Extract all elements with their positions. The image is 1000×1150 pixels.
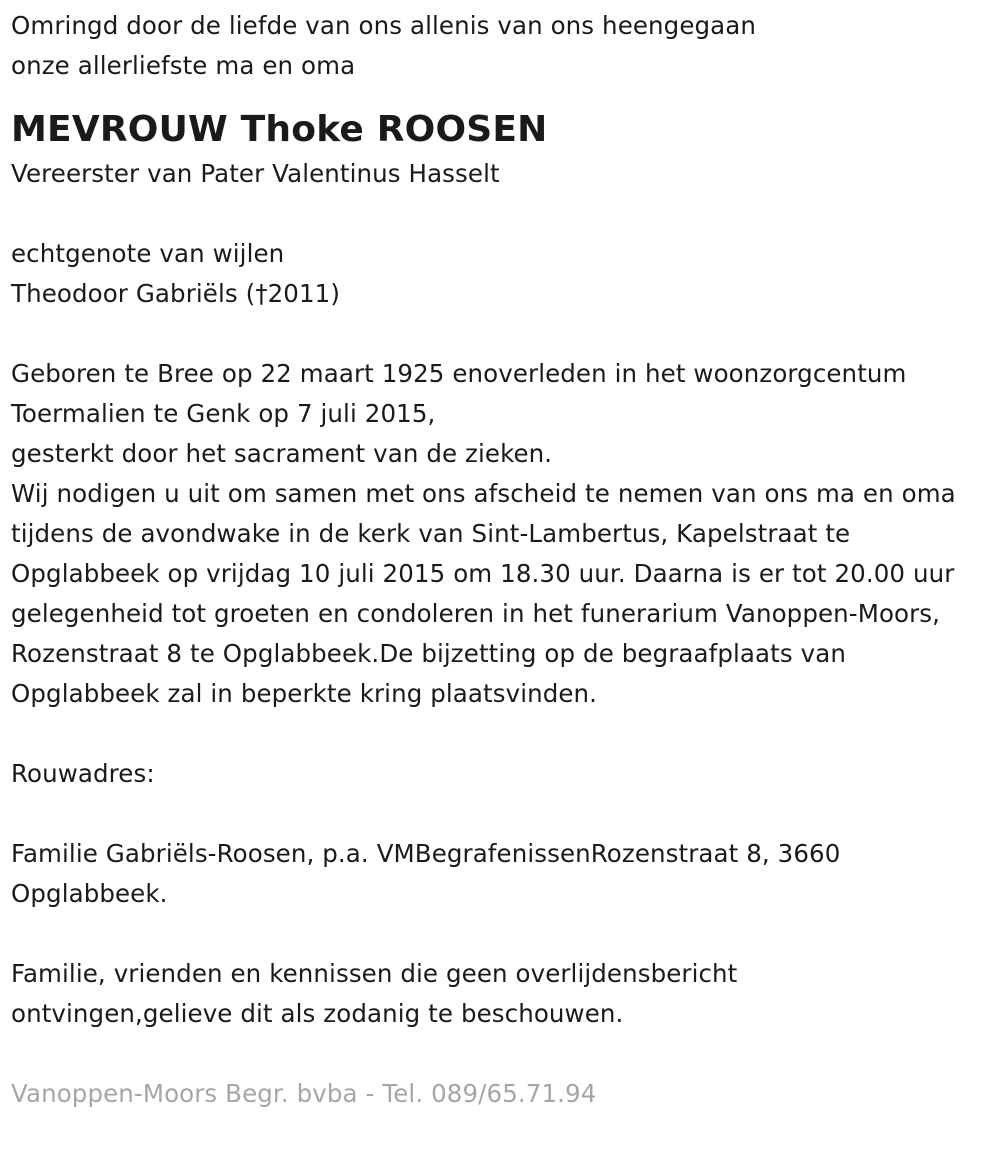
closing-line-1: Familie, vrienden en kennissen die geen overlijdensbericht	[11, 959, 738, 988]
invitation-paragraph: Wij nodigen u uit om samen met ons afscheid te nemen van ons ma en oma tijdens de avondwake in de kerk van Sint-Lambertus, Kapelstraat te Opglabbeek op vrijdag 10 juli 2015 om 18.30 uur. Daarna is er tot 20.00 uur gelegenheid tot groeten en condoleren in het funerarium Vanoppen-Moors, Rozenstraat 8 te Opglabbeek.De bijzetting op de begraafplaats van Opglabbeek zal in beperkte kring plaatsvinden.	[11, 479, 956, 708]
details-line-2: Toermalien te Genk op 7 juli 2015,	[11, 399, 436, 428]
spouse-line-2: Theodoor Gabriëls (†2011)	[11, 279, 341, 308]
address-line-2: Opglabbeek.	[11, 879, 168, 908]
closing-line-2: ontvingen,gelieve dit als zodanig te beschouwen.	[11, 999, 624, 1028]
details-line-3: gesterkt door het sacrament van de zieken.	[11, 439, 553, 468]
intro-line-2: onze allerliefste ma en oma	[11, 51, 356, 80]
address-section	[11, 754, 1000, 914]
closing-section	[11, 954, 1000, 1034]
deceased-subtitle: Vereerster van Pater Valentinus Hasselt	[11, 159, 500, 188]
intro-line-1: Omringd door de liefde van ons allenis van ons heengegaan	[11, 11, 756, 40]
spouse-line-1: echtgenote van wijlen	[11, 239, 285, 268]
spouse-section	[11, 234, 1000, 314]
intro-section	[11, 6, 1000, 86]
details-section	[11, 354, 1000, 714]
funeral-home-footer: Vanoppen-Moors Begr. bvba - Tel. 089/65.71.94	[11, 1079, 597, 1108]
deceased-section	[11, 108, 1000, 194]
address-line-1: Familie Gabriëls-Roosen, p.a. VMBegrafenissenRozenstraat 8, 3660	[11, 839, 841, 868]
deceased-name: MEVROUW Thoke ROOSEN	[11, 109, 548, 150]
details-line-1: Geboren te Bree op 22 maart 1925 enoverleden in het woonzorgcentum	[11, 359, 907, 388]
address-label: Rouwadres:	[11, 759, 155, 788]
